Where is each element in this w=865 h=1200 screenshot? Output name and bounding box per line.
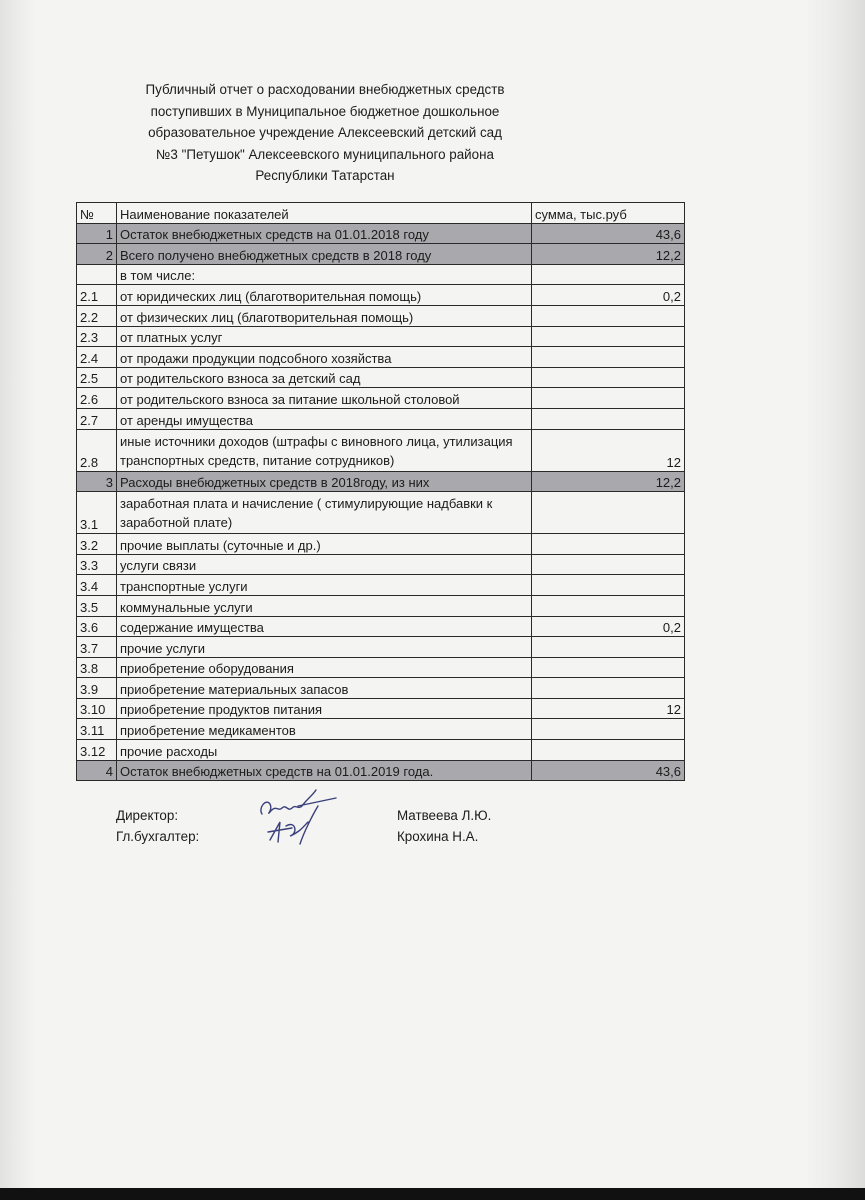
director-signature-stroke: [261, 790, 336, 814]
director-label: Директор:: [116, 808, 179, 823]
row-amount: 12: [532, 429, 685, 471]
row-number: 3.3: [77, 554, 117, 575]
row-indicator-name: от родительского взноса за питание школьной столовой: [117, 388, 532, 409]
row-number: 2.1: [77, 285, 117, 306]
table-row: [77, 740, 685, 761]
row-number: 3.6: [77, 616, 117, 637]
row-indicator-name: приобретение продуктов питания: [117, 698, 532, 719]
table-row: [77, 305, 685, 326]
row-indicator-name: от платных услуг: [117, 326, 532, 347]
row-number: 3.10: [77, 698, 117, 719]
row-amount: [532, 575, 685, 596]
table-row: [77, 678, 685, 699]
table-row: [77, 264, 685, 285]
header-num: №: [77, 203, 117, 224]
table-row: [77, 408, 685, 429]
row-number: 2.2: [77, 305, 117, 326]
row-indicator-name: приобретение материальных запасов: [117, 678, 532, 699]
row-indicator-name: от юридических лиц (благотворительная помощь): [117, 285, 532, 306]
scan-edge-left: [0, 0, 36, 1200]
table-row: [77, 285, 685, 306]
row-amount: 43,6: [532, 760, 685, 781]
table-row: [77, 534, 685, 555]
row-indicator-name: Остаток внебюджетных средств на 01.01.2019 года.: [117, 760, 532, 781]
row-amount: 0,2: [532, 616, 685, 637]
row-amount: [532, 595, 685, 616]
row-number: 3.12: [77, 740, 117, 761]
row-number: 3.9: [77, 678, 117, 699]
row-amount: [532, 264, 685, 285]
row-number: 3.1: [77, 492, 117, 534]
table-row: [77, 388, 685, 409]
row-indicator-name: от физических лиц (благотворительная помощь): [117, 305, 532, 326]
title-line-1: Публичный отчет о расходовании внебюджетных средств: [145, 82, 505, 97]
table-row: [77, 471, 685, 492]
row-number: 3.11: [77, 719, 117, 740]
row-indicator-name: Остаток внебюджетных средств на 01.01.2018 году: [117, 223, 532, 244]
row-number: 2.3: [77, 326, 117, 347]
row-indicator-name: прочие услуги: [117, 637, 532, 658]
row-amount: 43,6: [532, 223, 685, 244]
handwritten-signature: [240, 786, 340, 866]
header-sum: сумма, тыс.руб: [532, 203, 685, 224]
row-indicator-name: в том числе:: [117, 264, 532, 285]
row-indicator-name: Расходы внебюджетных средств в 2018году, из них: [117, 471, 532, 492]
row-number: 4: [77, 760, 117, 781]
scan-bottom-edge: [0, 1188, 865, 1200]
row-number: 2.7: [77, 408, 117, 429]
row-number: 3: [77, 471, 117, 492]
row-indicator-name: приобретение оборудования: [117, 657, 532, 678]
row-amount: [532, 347, 685, 368]
table-row: [77, 326, 685, 347]
signature-names: [397, 805, 491, 847]
title-line-5: Республики Татарстан: [255, 168, 395, 183]
table-row: [77, 244, 685, 265]
table-header-row: [77, 203, 685, 224]
row-indicator-name: от аренды имущества: [117, 408, 532, 429]
accountant-label: Гл.бухгалтер:: [116, 829, 200, 844]
table-row: [77, 223, 685, 244]
row-indicator-name: заработная плата и начисление ( стимулирующие надбавки к заработной плате): [117, 492, 532, 534]
table-row: [77, 554, 685, 575]
row-number: 2.4: [77, 347, 117, 368]
accountant-signature-stroke: [268, 806, 318, 844]
report-table: [76, 202, 685, 781]
table-row: [77, 698, 685, 719]
row-amount: [532, 554, 685, 575]
table-row: [77, 492, 685, 534]
table-row: [77, 719, 685, 740]
row-amount: [532, 637, 685, 658]
report-title: [100, 79, 550, 187]
row-number: 3.4: [77, 575, 117, 596]
title-line-4: №3 "Петушок" Алексеевского муниципального района: [156, 146, 494, 162]
row-number: 2.5: [77, 367, 117, 388]
row-indicator-name: от родительского взноса за детский сад: [117, 367, 532, 388]
row-amount: [532, 657, 685, 678]
table-row: [77, 429, 685, 471]
signature-labels: [116, 805, 199, 847]
row-amount: [532, 326, 685, 347]
row-amount: 12: [532, 698, 685, 719]
row-number: 3.8: [77, 657, 117, 678]
row-indicator-name: приобретение медикаментов: [117, 719, 532, 740]
row-indicator-name: Всего получено внебюджетных средств в 2018 году: [117, 244, 532, 265]
row-amount: [532, 367, 685, 388]
row-number: 2: [77, 244, 117, 265]
row-indicator-name: прочие выплаты (суточные и др.): [117, 534, 532, 555]
table-row: [77, 575, 685, 596]
row-number: [77, 264, 117, 285]
row-amount: [532, 719, 685, 740]
row-indicator-name: коммунальные услуги: [117, 595, 532, 616]
row-amount: 12,2: [532, 244, 685, 265]
row-indicator-name: от продажи продукции подсобного хозяйства: [117, 347, 532, 368]
row-indicator-name: прочие расходы: [117, 740, 532, 761]
row-amount: 0,2: [532, 285, 685, 306]
table-row: [77, 367, 685, 388]
row-amount: [532, 678, 685, 699]
table-row: [77, 616, 685, 637]
row-number: 3.2: [77, 534, 117, 555]
director-name: Матвеева Л.Ю.: [397, 808, 492, 823]
row-number: 2.8: [77, 429, 117, 471]
row-amount: [532, 492, 685, 534]
row-amount: [532, 305, 685, 326]
table-row: [77, 637, 685, 658]
row-number: 3.5: [77, 595, 117, 616]
row-number: 1: [77, 223, 117, 244]
row-number: 3.7: [77, 637, 117, 658]
title-line-2: поступивших в Муниципальное бюджетное дошкольное: [150, 103, 500, 119]
row-indicator-name: иные источники доходов (штрафы с виновного лица, утилизация транспортных средств, питание сотрудников): [117, 429, 532, 471]
row-amount: 12,2: [532, 471, 685, 492]
row-indicator-name: содержание имущества: [117, 616, 532, 637]
table-row: [77, 760, 685, 781]
row-amount: [532, 534, 685, 555]
row-amount: [532, 388, 685, 409]
header-name: Наименование показателей: [117, 203, 532, 224]
row-amount: [532, 740, 685, 761]
accountant-name: Крохина Н.А.: [397, 829, 479, 844]
table-row: [77, 595, 685, 616]
row-number: 2.6: [77, 388, 117, 409]
row-indicator-name: транспортные услуги: [117, 575, 532, 596]
table-row: [77, 657, 685, 678]
title-line-3: образовательное учреждение Алексеевский детский сад: [148, 125, 502, 140]
table-row: [77, 347, 685, 368]
row-amount: [532, 408, 685, 429]
scan-edge-right: [805, 0, 865, 1200]
row-indicator-name: услуги связи: [117, 554, 532, 575]
